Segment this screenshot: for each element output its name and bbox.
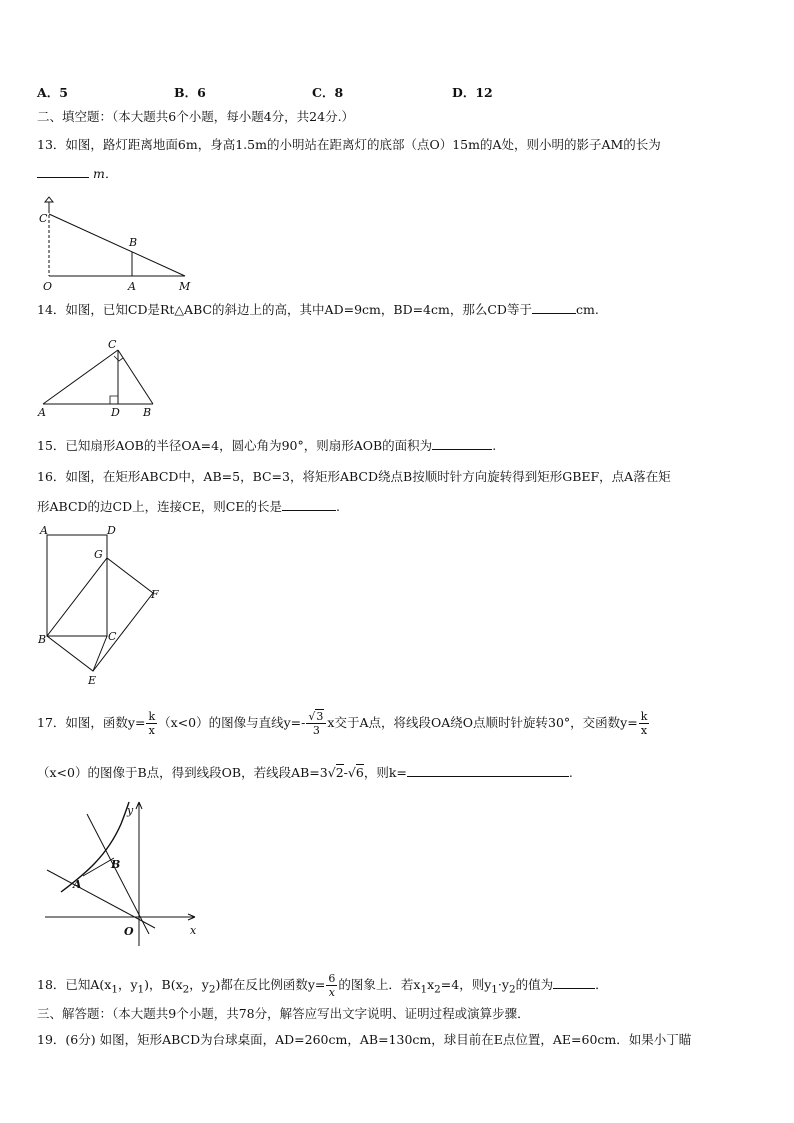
label-g: G bbox=[94, 548, 103, 561]
q17-text-2: （x<0）的图像于B点，得到线段OB，若线段AB=3√2-√6，则k= . bbox=[37, 765, 573, 780]
label-b: B bbox=[38, 633, 47, 646]
side-cb bbox=[118, 350, 153, 404]
section-3-heading: 三、解答题：（本大题共9个小题，共78分，解答应写出文字说明、证明过程或演算步骤． bbox=[37, 1006, 530, 1021]
label-e: E bbox=[88, 674, 97, 687]
fraction-6-over-x: $\frac{6}{x}$ bbox=[328, 972, 336, 999]
label-c: C bbox=[108, 630, 117, 643]
label-a: A bbox=[40, 524, 48, 537]
right-angle-d bbox=[110, 396, 118, 404]
q14-text: 14．如图，已知CD是Rt△ABC的斜边上的高，其中AD=9cm，BD=4cm，那么CD等于 cm. bbox=[37, 302, 599, 317]
q17-text-1: 17．如图，函数y= $\frac{k}{x}$ （x<0）的图像与直线y=- $\frac{√3}{3}$ x交于A点，将线段OA绕O点顺时针旋转30°，交函数y= $\frac{k}{x}$ bbox=[37, 710, 648, 737]
label-c: C bbox=[108, 338, 117, 351]
fraction-k-over-x: $\frac{k}{x}$ bbox=[148, 710, 156, 737]
label-x: x bbox=[190, 924, 197, 937]
label-a: A bbox=[38, 406, 46, 419]
q15-text: 15．已知扇形AOB的半径OA=4，圆心角为90°，则扇形AOB的面积为 . bbox=[37, 438, 497, 453]
q13-answer-line bbox=[37, 165, 117, 183]
q13-blank bbox=[37, 165, 89, 178]
label-b: B bbox=[129, 236, 138, 249]
q18-text: 18．已知$A(x_1$，$y_1$)，$B(x_2$，$y_2$)都在反比例函数y= $\frac{6}{x}$ 的图象上．若$x_1x_2=4$，则$y_1\cdot y_2$的值为 ． bbox=[37, 972, 608, 999]
lamp-icon bbox=[45, 197, 53, 202]
section-2-heading: 二、填空题：（本大题共6个小题，每小题4分，共24分.） bbox=[37, 109, 355, 124]
label-b: B bbox=[111, 858, 121, 871]
label-o: O bbox=[43, 280, 53, 293]
option-b: B．6 bbox=[174, 85, 206, 100]
label-d: D bbox=[107, 524, 116, 537]
side-ac bbox=[43, 350, 118, 404]
fraction-sqrt3-over-3: $\frac{√3}{3}$ bbox=[306, 710, 326, 737]
fraction-k-over-x-2: $\frac{k}{x}$ bbox=[640, 710, 648, 737]
option-c: C．8 bbox=[312, 85, 344, 100]
label-y: y bbox=[127, 804, 134, 817]
q18-blank bbox=[553, 976, 595, 989]
label-o: O bbox=[124, 925, 134, 938]
q16-figure bbox=[35, 522, 170, 690]
label-c: C bbox=[39, 212, 48, 225]
q13-unit: m． bbox=[92, 166, 118, 181]
option-d: D．12 bbox=[452, 85, 493, 100]
label-b: B bbox=[143, 406, 152, 419]
q17-figure bbox=[35, 796, 205, 946]
label-a: A bbox=[73, 878, 82, 891]
q15-blank bbox=[432, 437, 492, 450]
q17-blank bbox=[407, 764, 569, 777]
line-ob bbox=[87, 814, 149, 934]
label-m: M bbox=[179, 280, 191, 293]
q14-blank bbox=[532, 301, 576, 314]
q13-figure bbox=[35, 196, 195, 294]
hyperbola-curve bbox=[61, 802, 129, 892]
q16-blank bbox=[282, 498, 336, 511]
light-ray bbox=[49, 214, 185, 276]
q13-text: 13．如图，路灯距离地面6m，身高1.5m的小明站在距离灯的底部（点O）15m的A处，则小明的影子AM的长为 bbox=[37, 137, 661, 152]
segment-ce bbox=[93, 636, 107, 671]
option-a: A．5 bbox=[37, 85, 68, 100]
q19-text: 19．(6分) 如图，矩形ABCD为台球桌面，AD=260cm，AB=130cm，球目前在E点位置，AE=60cm．如果小丁瞄 bbox=[37, 1032, 692, 1047]
label-d: D bbox=[111, 406, 120, 419]
q16-text-2: 形ABCD的边CD上，连接CE，则CE的长是 . bbox=[37, 499, 340, 514]
label-a: A bbox=[128, 280, 136, 293]
q16-text-1: 16．如图，在矩形ABCD中，AB=5，BC=3，将矩形ABCD绕点B按顺时针方向旋转得到矩形GBEF，点A落在矩 bbox=[37, 469, 671, 484]
segment-ab bbox=[83, 858, 114, 876]
q14-figure bbox=[35, 332, 165, 420]
label-f: F bbox=[151, 588, 159, 601]
